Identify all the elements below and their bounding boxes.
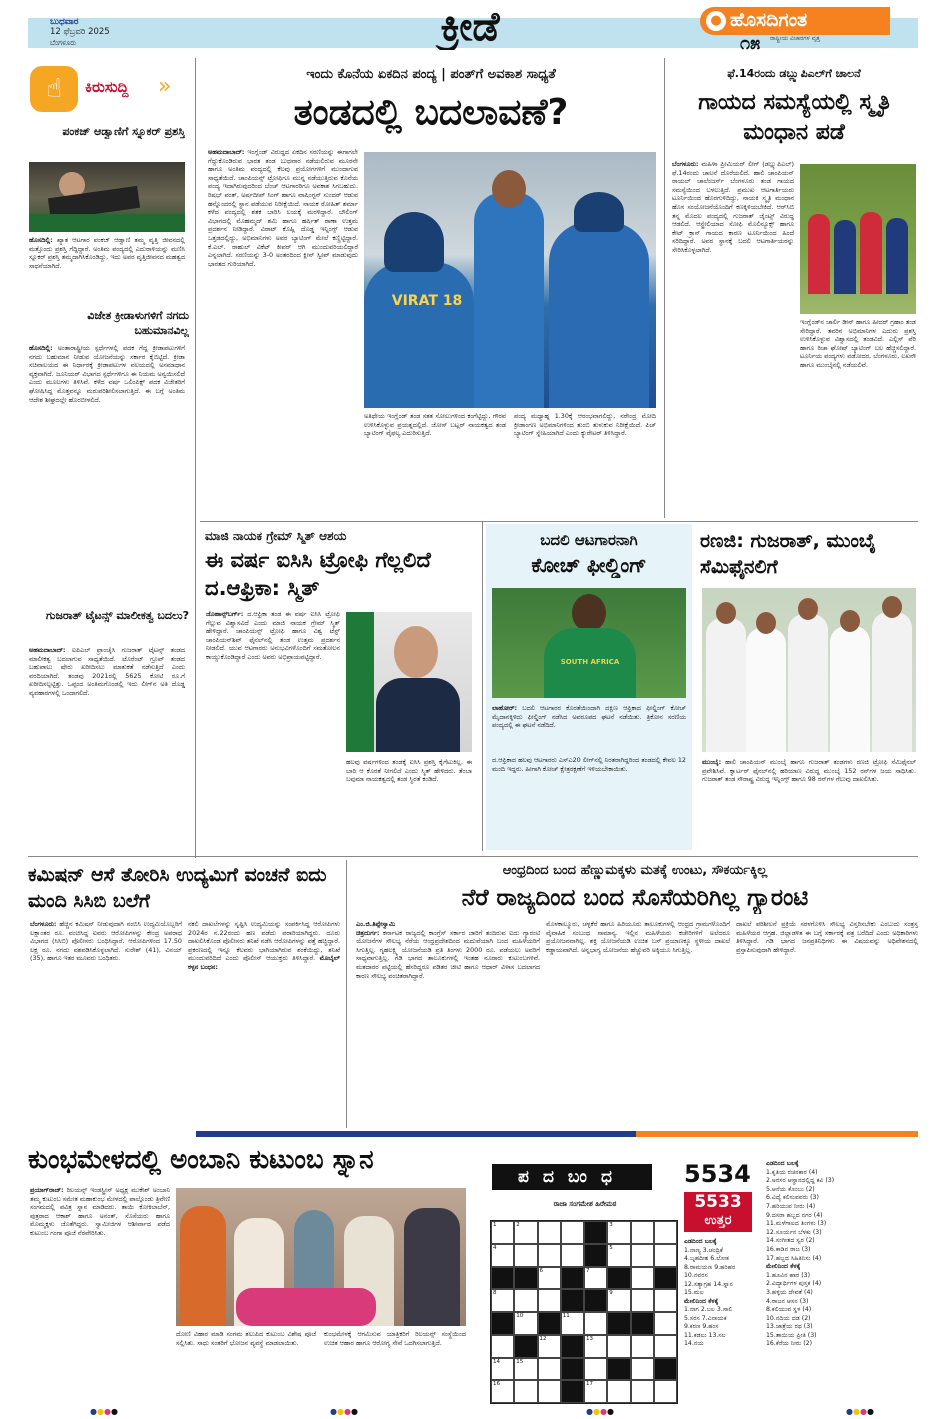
crossword-cell-number: 16 [493, 1381, 500, 1388]
crossword-cell-number: 15 [516, 1358, 524, 1365]
crossword-cell[interactable] [514, 1312, 537, 1335]
fielding-coach-photo [492, 588, 686, 698]
kumbh-headline: ಕುಂಭಮೇಳದಲ್ಲಿ ಅಂಬಾನಿ ಕುಟುಂಬ ಸ್ನಾನ [28, 1145, 374, 1175]
logo-text: ಹೊಸದಿಗಂತ [730, 9, 808, 31]
lead-body-col2: ಅತಿಥೇಯ ಇಂಗ್ಲೆಂಡ್ ತಂಡ ಸತತ ಸೋಲುಗಳಿಂದ ಕಂಗೆಟ್ಟಿದ್ದು, ಗೌರವ ಉಳಿಸಿಕೊಳ್ಳುವ ಪ್ರಯತ್ನದಲ್ಲಿದೆ. ಜೋಸ್ ಬಟ್ಲರ್ ನಾಯಕತ್ವದ ತಂಡ ಬ್ಯಾಟಿಂಗ್ ವೈಫಲ್ಯ ಎದುರಿಸುತ್ತಿದೆ. [364, 412, 506, 438]
crossword-line: 1.ಕೃತಿಯ ರಚನಕಾರ (4) [766, 1168, 818, 1176]
down-clues [766, 1272, 918, 1349]
crossword-line: 4.ಬೃಹದೀಶ 6.ಲೋಕ [684, 1255, 729, 1262]
crossword-line: 2.ವಿದ್ಯಾರ್ಥಿಗಳ ಪುಸ್ತಕ (4) [766, 1280, 822, 1288]
crossword-block [654, 1358, 677, 1381]
crossword-block [514, 1335, 537, 1358]
fielding-body-col2: ದ.ಆಫ್ರಿಕಾದ ಹಲವು ಆಟಗಾರರು ಎಸ್‌ಎ20 ಲೀಗ್‌ನಲ್ಲಿ ನಿರತರಾಗಿದ್ದರಿಂದ ತಂಡದಲ್ಲಿ ಕೇವಲ 12 ಮಂದಿ ಇದ್ದರು. ಹೀಗಾಗಿ ಕೋಚ್ ಕ್ಷೇತ್ರರಕ್ಷಣೆಗೆ ಇಳಿಯಬೇಕಾಯಿತು. [492, 756, 686, 773]
crossword-line: 6.ವಿದ್ಯೆ ಕಲಿಸುವವರು (3) [766, 1194, 819, 1202]
crossword-line: 15.ತಾಯಿಯ ಪ್ರೀತಿ (3) [766, 1331, 817, 1339]
crossword-line: 8.ಕಲಿಯುವ ಸ್ಥಳ (4) [766, 1306, 812, 1314]
crossword-cell[interactable] [631, 1380, 654, 1403]
registration-marks: ●●●● [90, 1408, 118, 1416]
color-strip [196, 1131, 636, 1137]
crossword-line: 5.ಸರಸ 7.ವಿನಾಯಕ [684, 1314, 727, 1322]
crossword-cell-number: 13 [586, 1335, 593, 1342]
crossword-line: 3.ಹಳ್ಳಿಯ ದೇವತೆ (4) [766, 1288, 813, 1296]
crossword-cell[interactable] [514, 1244, 537, 1267]
column-rule [482, 521, 483, 851]
crossword-title-text: ಪದಬಂಧ [518, 1167, 626, 1187]
crossword-cell[interactable] [538, 1221, 561, 1244]
brief1-body: ಹೊಸದಿಲ್ಲಿ: ಖ್ಯಾತ ಆಟಗಾರ ಪಂಕಜ್ ಆಡ್ವಾಣಿ ತಮ್ಮ ವೃತ್ತಿ ಜೀವನದಲ್ಲಿ ಮತ್ತೊಂದು ಪ್ರಶಸ್ತಿ ಗೆದ್ದಿದ್ದಾರೆ. ಅಂತಿಮ ಪಂದ್ಯದಲ್ಲಿ ಎದುರಾಳಿಯನ್ನು ಮಣಿಸಿ ಸ್ನೂಕರ್ ಪ್ರಶಸ್ತಿ ತಮ್ಮದಾಗಿಸಿಕೊಂಡಿದ್ದು, ಇದು ಅವರ ವೃತ್ತಿಜೀವನದ ಮಹತ್ವದ ಸಾಧನೆಯಾಗಿದೆ. [29, 236, 185, 270]
crossword-line: 10.ನವರಸ [684, 1272, 708, 1279]
crossword-line: 9.ಕರಣ 9.ಹಂಸ [684, 1323, 719, 1330]
crossword-grid [490, 1220, 678, 1404]
date-block [50, 17, 170, 57]
crossword-cell[interactable] [491, 1221, 514, 1244]
crossword-line: 5.ಆನೆಯ ಕೊಂಬು (2) [766, 1185, 815, 1193]
crossword-cell-number: 4 [493, 1244, 497, 1251]
crossword-line: 15.ಮಲ [684, 1289, 704, 1296]
weekday: ಬುಧವಾರ [50, 17, 79, 27]
ranji-headline: ರಣಜಿ: ಗುಜರಾತ್, ಮುಂಬೈ ಸೆಮಿಫೈನಲಿಗೆ [700, 530, 876, 578]
smith-body-col2: ಹಲವು ವರ್ಷಗಳಿಂದ ತಂಡಕ್ಕೆ ಐಸಿಸಿ ಪ್ರಶಸ್ತಿ ಕೈಗೆಟುಕಿಲ್ಲ. ಈ ಬಾರಿ ಆ ಕೊರತೆ ನೀಗಲಿದೆ ಎಂದು ಸ್ಮಿತ್ ಹೇಳಿದರು. ತೆಂಬಾ ಬವುಮಾ ನಾಯಕತ್ವದಲ್ಲಿ ತಂಡ ಸ್ಥಿರತೆ ಕಂಡಿದೆ. [346, 758, 472, 784]
crossword-line: 4.ರಾಜನ ಆಸನ (3) [766, 1297, 809, 1305]
crossword-line: 14.ನಯ [684, 1340, 704, 1347]
crossword-cell[interactable] [607, 1221, 630, 1244]
crossword-block [607, 1312, 630, 1335]
lead-body-col1: ಅಹಮದಾಬಾದ್: ಇಂಗ್ಲೆಂಡ್ ವಿರುದ್ಧದ ಏಕದಿನ ಸರಣಿಯನ್ನು ಈಗಾಗಲೇ ಗೆದ್ದುಕೊಂಡಿರುವ ಭಾರತ ತಂಡ ಬುಧವಾರ ನಡೆಯಲಿರುವ ಮೂರನೇ ಹಾಗೂ ಅಂತಿಮ ಪಂದ್ಯದಲ್ಲಿ ಕೆಲವು ಪ್ರಯೋಗಗಳಿಗೆ ಮುಂದಾಗುವ ಸಾಧ್ಯತೆಯಿದೆ. ಚಾಂಪಿಯನ್ಸ್ ಟ್ರೋಫಿಗೂ ಮುನ್ನ ನಡೆಯುತ್ತಿರುವ ಕೊನೆಯ ಪಂದ್ಯ ಇದಾಗಿರುವುದರಿಂದ ಬೆಂಚ್ ಆಟಗಾರರಿಗೂ ಅವಕಾಶ ಸಿಗಬಹುದು. ರಿಷಭ್ ಪಂತ್, ಅರ್ಷದೀಪ್ ಸಿಂಗ್ ಹಾಗೂ ವಾಷಿಂಗ್ಟನ್ ಸುಂದರ್ ಆಡುವ ಹನ್ನೊಂದರಲ್ಲಿ ಸ್ಥಾನ ಪಡೆಯುವ ನಿರೀಕ್ಷೆಯಿದೆ. ನಾಯಕ ರೋಹಿತ್ ಶರ್ಮಾ ಕಳೆದ ಪಂದ್ಯದಲ್ಲಿ ಶತಕ ಬಾರಿಸಿ ಲಯಕ್ಕೆ ಮರಳಿದ್ದಾರೆ. ಬೌಲಿಂಗ್ ವಿಭಾಗದಲ್ಲಿ ಮೊಹಮ್ಮದ್ ಶಮಿ ಹಾಗೂ ಹರ್ಷಿತ್ ರಾಣಾ ಉತ್ತಮ ಪ್ರದರ್ಶನ ನೀಡಿದ್ದಾರೆ. ವಿರಾಟ್ ಕೊಹ್ಲಿ ದೊಡ್ಡ ಇನ್ನಿಂಗ್ಸ್ ಆಡುವ ಒತ್ತಡದಲ್ಲಿದ್ದು, ಅಭಿಮಾನಿಗಳು ಅವರ ಬ್ಯಾಟಿಂಗ್ ಮೇಲೆ ಕಣ್ಣಿಟ್ಟಿದ್ದಾರೆ. ಕೆ.ಎಲ್. ರಾಹುಲ್ ವಿಕೆಟ್ ಕೀಪರ್ ಆಗಿ ಮುಂದುವರಿಯಲಿದ್ದಾರೆ ಎನ್ನಲಾಗಿದೆ. ಸರಣಿಯನ್ನು 3-0 ಅಂತರದಿಂದ ಕ್ಲೀನ್ ಸ್ವೀಪ್ ಮಾಡುವುದು ಭಾರತದ ಗುರಿಯಾಗಿದೆ. [208, 148, 358, 268]
crossword-cell[interactable] [538, 1380, 561, 1403]
crossword-cell[interactable] [631, 1335, 654, 1358]
logo-icon: ● [706, 11, 726, 31]
crossword-cell[interactable] [514, 1358, 537, 1381]
column-rule [195, 58, 196, 858]
smith-headline: ಈ ವರ್ಷ ಐಸಿಸಿ ಟ್ರೋಫಿ ಗೆಲ್ಲಲಿದೆ ದ.ಆಫ್ರಿಕಾ: ಸ್ಮಿತ್ [205, 548, 431, 600]
crossword-cell[interactable] [584, 1312, 607, 1335]
section-title: ಕ್ರೀಡೆ [440, 4, 500, 50]
city: ಬೆಂಗಳೂರು [50, 39, 77, 47]
crossword-block [491, 1267, 514, 1290]
kumbh-body-col3: ಕುಂಭಮೇಳಕ್ಕೆ ಆಗಮಿಸುವ ಯಾತ್ರಿಕರಿಗೆ ರಿಲಯನ್ಸ್ ಸಂಸ್ಥೆಯಿಂದ ಉಚಿತ ಆಹಾರ ಹಾಗೂ ಆರೋಗ್ಯ ಸೇವೆ ಒದಗಿಸಲಾಗುತ್ತಿದೆ. [324, 1330, 466, 1347]
kirusuddi-label: ಕಿರುಸುದ್ದಿ [85, 78, 129, 96]
snooker-photo [29, 162, 185, 232]
crossword-block [561, 1289, 584, 1312]
row-divider [28, 856, 918, 857]
crossword-cell-number: 6 [539, 1267, 543, 1274]
mandhana-body-col2: ಇಂಗ್ಲೆಂಡ್‌ನ ಚಾರ್ಲಿ ಡೀನ್ ಹಾಗೂ ಹೀದರ್ ಗ್ರಹಾಂ ತಂಡ ಸೇರಿದ್ದಾರೆ. ತವರಿನ ಅಭಿಮಾನಿಗಳ ಎದುರು ಪ್ರಶಸ್ತಿ ಉಳಿಸಿಕೊಳ್ಳುವ ವಿಶ್ವಾಸದಲ್ಲಿ ತಂಡವಿದೆ. ಎಲ್ಲಿಸ್ ಪೆರಿ ಹಾಗೂ ರಿಚಾ ಘೋಷ್ ಬ್ಯಾಟಿಂಗ್ ಬಲ ಹೆಚ್ಚಿಸಲಿದ್ದಾರೆ. ಟೂರ್ನಿಯ ಪಂದ್ಯಗಳು ವಡೋದರ, ಬೆಂಗಳೂರು, ಲಖನೌ ಹಾಗೂ ಮುಂಬೈನಲ್ಲಿ ನಡೆಯಲಿವೆ. [800, 318, 916, 369]
date: 12 ಫೆಬ್ರವರಿ 2025 [50, 27, 110, 37]
india-team-photo [364, 152, 656, 408]
hand-icon: ☝ [30, 66, 78, 112]
fielding-kicker: ಬದಲಿ ಆಟಗಾರನಾಗಿ [540, 531, 638, 549]
crossword-cell[interactable] [631, 1289, 654, 1312]
lead-body-col3: ಪಂದ್ಯ ಮಧ್ಯಾಹ್ನ 1.30ಕ್ಕೆ ಆರಂಭವಾಗಲಿದ್ದು, ನರೇಂದ್ರ ಮೋದಿ ಕ್ರೀಡಾಂಗಣ ಅಭಿಮಾನಿಗಳಿಂದ ತುಂಬಿ ತುಳುಕುವ ನಿರೀಕ್ಷೆಯಿದೆ. ಪಿಚ್ ಬ್ಯಾಟಿಂಗ್ ಸ್ನೇಹಿಯಾಗಿದೆ ಎಂದು ಕ್ಯುರೇಟರ್ ತಿಳಿಸಿದ್ದಾರೆ. [514, 412, 656, 438]
crossword-line: 7.ಹರಿಯುವ ನೀರು (4) [766, 1202, 816, 1210]
crossword-title [492, 1164, 652, 1194]
crossword-cell[interactable] [584, 1267, 607, 1290]
crossword-cell[interactable] [654, 1380, 677, 1403]
color-strip [636, 1131, 918, 1137]
crossword-cell[interactable] [538, 1244, 561, 1267]
crossword-cell[interactable] [491, 1335, 514, 1358]
crossword-cell[interactable] [491, 1289, 514, 1312]
crossword-cell[interactable] [631, 1267, 654, 1290]
lead-kicker: ಇಂದು ಕೊನೆಯ ಏಕದಿನ ಪಂದ್ಯ | ಪಂತ್‌ಗೆ ಅವಕಾಶ ಸಾಧ್ಯತೆ [306, 67, 556, 82]
brief3-title: ಗುಜರಾತ್ ಟೈಟನ್ಸ್ ಮಾಲೀಕತ್ವ ಬದಲು? [46, 609, 189, 622]
fraud-body-col1: ಬೆಂಗಳೂರು: ಹೆಚ್ಚಿನ ಕಮಿಷನ್ ನೀಡುವುದಾಗಿ ನಂಬಿಸಿ ಉದ್ಯಮಿಯೊಬ್ಬರಿಗೆ ಲಕ್ಷಾಂತರ ರೂ. ವಂಚಿಸಿದ್ದ ಐವರು ಆರೋಪಿಗಳನ್ನು ಕೇಂದ್ರ ಅಪರಾಧ ವಿಭಾಗದ (ಸಿಸಿಬಿ) ಪೊಲೀಸರು ಬಂಧಿಸಿದ್ದಾರೆ. ಆರೋಪಿಗಳಿಂದ 17.50 ಲಕ್ಷ ರೂ. ನಗದು ವಶಪಡಿಸಿಕೊಳ್ಳಲಾಗಿದೆ. ಸುರೇಶ್ (41), ವಿನಯ್ (35), ಹಾಗೂ ಇತರ ಮೂವರು ಬಂಧಿತರು. [30, 920, 182, 963]
crossword-line: 12.ಸತ್ಯಾಗ್ರಹ 14.ಸ್ನಾನ [684, 1280, 733, 1288]
crossword-block [561, 1267, 584, 1290]
crossword-cell[interactable] [607, 1244, 630, 1267]
crossword-cell-number: 9 [609, 1290, 613, 1297]
registration-marks: ●●●● [586, 1408, 614, 1416]
crossword-block [654, 1267, 677, 1290]
mumbai-team-photo [702, 588, 916, 752]
smith-body-col1: ಜೊಹಾನ್ಸ್‌ಬರ್ಗ್: ದ.ಆಫ್ರಿಕಾ ತಂಡ ಈ ವರ್ಷ ಐಸಿಸಿ ಟ್ರೋಫಿ ಗೆಲ್ಲುವ ವಿಶ್ವಾಸವಿದೆ ಎಂದು ಮಾಜಿ ನಾಯಕ ಗ್ರೇಮ್ ಸ್ಮಿತ್ ಹೇಳಿದ್ದಾರೆ. ಚಾಂಪಿಯನ್ಸ್ ಟ್ರೋಫಿ ಹಾಗೂ ವಿಶ್ವ ಟೆಸ್ಟ್ ಚಾಂಪಿಯನ್‌ಶಿಪ್ ಫೈನಲ್‌ನಲ್ಲಿ ತಂಡ ಉತ್ತಮ ಪ್ರದರ್ಶನ ನೀಡಲಿದೆ. ಯುವ ಆಟಗಾರರು ಅನುಭವಿಗಳೊಂದಿಗೆ ಸಮತೋಲನ ಕಾಯ್ದುಕೊಂಡಿದ್ದಾರೆ ಎಂದು ಅವರು ಅಭಿಪ್ರಾಯಪಟ್ಟಿದ್ದಾರೆ. [206, 610, 340, 661]
crossword-cell[interactable] [514, 1289, 537, 1312]
crossword-cell-number: 17 [586, 1381, 593, 1388]
crossword-cell[interactable] [654, 1244, 677, 1267]
crossword-line: 9.ದಸರಾ ಹಬ್ಬದ ನಗರ (4) [766, 1211, 823, 1219]
column-rule [346, 860, 347, 1128]
crossword-cell[interactable] [654, 1289, 677, 1312]
row-divider [200, 521, 918, 522]
crossword-cell[interactable] [584, 1358, 607, 1381]
crossword-cell[interactable] [654, 1312, 677, 1335]
crossword-line: 11.ಮಳೆಗಾಲದ ತಿಂಗಳು (3) [766, 1220, 827, 1228]
crossword-line: 12.ಸೂರ್ಯನ ಬೆಳಕು (3) [766, 1228, 822, 1236]
mandhana-headline: ಗಾಯದ ಸಮಸ್ಯೆಯಲ್ಲಿ ಸ್ಮೃತಿ ಮಂಧಾನ ಪಡೆ [698, 90, 890, 145]
crossword-cell[interactable] [538, 1335, 561, 1358]
fielding-body-col1: ಲಾಹೋರ್: ಬದಲಿ ಆಟಗಾರರ ಕೊರತೆಯಿಂದಾಗಿ ದಕ್ಷಿಣ ಆಫ್ರಿಕಾದ ಫೀಲ್ಡಿಂಗ್ ಕೋಚ್ ಮೈದಾನಕ್ಕಿಳಿದು ಫೀಲ್ಡಿಂಗ್ ನಡೆಸಿದ ಅಪರೂಪದ ಘಟನೆ ನಡೆಯಿತು. ತ್ರಿಕೋನ ಸರಣಿಯ ಪಂದ್ಯದಲ್ಲಿ ಈ ಘಟನೆ ನಡೆದಿದೆ. [492, 704, 686, 730]
clues-list: ಎಡದಿಂದ ಬಲಕ್ಕೆ 1.ಕೃತಿಯ ರಚನಕಾರ (4) 2.ಅರಸರ ಆಸ್ಥಾನದಲ್ಲಿದ್ದ ಕವಿ (3) 5.ಆನೆಯ ಕೊಂಬು (2) 6.ವಿದ್ಯೆ ಕಲಿಸುವವರು (3) 7.ಹರಿಯುವ ನೀರು (4) 9.ದಸರಾ ಹಬ್ಬದ ನಗರ (4) 11.ಮಳೆಗಾಲದ ತಿಂಗಳು (3) 12.ಸೂರ್ಯನ ಬೆಳಕು (3) 14.ಸಂಗೀತದ ಸ್ವರ (2) 16.ಕಾಡಿನ ರಾಜ (3) 17.ಹಬ್ಬದ ಸಿಹಿತಿನಿಸು (4) ಮೇಲಿನಿಂದ ಕೆಳಕ್ಕೆ 1.ಹೂವಿನ ಹಾರ (3) 2.ವಿದ್ಯಾರ್ಥಿಗಳ ಪುಸ್ತಕ (4) 3.ಹಳ್ಳಿಯ ದೇವತೆ (4) 4.ರಾಜನ ಆಸನ (3) 8.ಕಲಿಯುವ ಸ್ಥಳ (4) 10.ನದಿಯ ದಡ (2) 13.ಜಾತ್ರೆಯ ರಥ (3) 15.ತಾಯಿಯ ಪ್ರೀತಿ (3) 16.ಕೆರೆಯ ನೀರು (2) [766, 1160, 918, 1408]
chevron-icon: » [158, 74, 172, 99]
crossword-cell[interactable] [584, 1335, 607, 1358]
crossword-cell-number: 2 [516, 1222, 520, 1228]
crossword-cell[interactable] [607, 1380, 630, 1403]
crossword-cell[interactable] [538, 1358, 561, 1381]
crossword-line: 1.ಹೂವಿನ ಹಾರ (3) [766, 1271, 811, 1279]
kumbh-body-col2: ದೋಣಿ ವಿಹಾರ ಮಾಡಿ ಸಂಗಮ ತಲುಪಿದ ಕುಟುಂಬ ವಿಶೇಷ ಪೂಜೆ ಸಲ್ಲಿಸಿತು. ಸಾಧು ಸಂತರಿಗೆ ಭೋಜನ ವ್ಯವಸ್ಥೆ ಮಾಡಲಾಯಿತು. [176, 1330, 316, 1347]
crossword-number: 5534 [684, 1160, 751, 1188]
kumbh-body-col1: ಪ್ರಯಾಗ್‌ರಾಜ್: ರಿಲಯನ್ಸ್ ಇಂಡಸ್ಟ್ರೀಸ್ ಅಧ್ಯಕ್ಷ ಮುಕೇಶ್ ಅಂಬಾನಿ ತಮ್ಮ ಕುಟುಂಬ ಸಮೇತ ಮಹಾಕುಂಭ ಮೇಳದಲ್ಲಿ ಪಾಲ್ಗೊಂಡು ತ್ರಿವೇಣಿ ಸಂಗಮದಲ್ಲಿ ಪವಿತ್ರ ಸ್ನಾನ ಮಾಡಿದರು. ತಾಯಿ ಕೋಕಿಲಾಬೆನ್, ಪುತ್ರರಾದ ಆಕಾಶ್ ಹಾಗೂ ಅನಂತ್, ಸೊಸೆಯರು ಹಾಗೂ ಮೊಮ್ಮಕ್ಕಳು ಜೊತೆಗಿದ್ದರು. ಸ್ವಾಮೀಜಿಗಳ ಆಶೀರ್ವಾದ ಪಡೆದ ಕುಟುಂಬ ಗಂಗಾ ಪೂಜೆ ನೆರವೇರಿಸಿತು. [30, 1186, 170, 1237]
crossword-line: 1.ನಾಣ್ಯ 3.ಚಂದ್ರಿಕೆ [684, 1246, 723, 1254]
crossword-line: 13.ಜಾತ್ರೆಯ ರಥ (3) [766, 1323, 813, 1331]
crossword-cell-number: 1 [493, 1222, 497, 1228]
prev-label: ಉತ್ತರ [704, 1213, 732, 1228]
crossword-cell[interactable] [584, 1380, 607, 1403]
crossword-cell[interactable] [491, 1380, 514, 1403]
crossword-cell-number: 5 [609, 1244, 613, 1251]
crossword-block [584, 1289, 607, 1312]
crossword-cell[interactable] [561, 1312, 584, 1335]
crossword-cell[interactable] [514, 1380, 537, 1403]
crossword-cell-number: 8 [493, 1290, 497, 1297]
crossword-block [584, 1221, 607, 1244]
rcb-players-photo [800, 164, 916, 314]
down-answers [684, 1306, 760, 1349]
crossword-cell[interactable] [631, 1358, 654, 1381]
crossword-cell[interactable] [654, 1335, 677, 1358]
crossword-line: 10.ನದಿಯ ದಡ (2) [766, 1314, 811, 1322]
crossword-line: 16.ಕಾಡಿನ ರಾಜ (3) [766, 1245, 811, 1253]
crossword-cell[interactable] [631, 1221, 654, 1244]
mandhana-body-col1: ಬೆಂಗಳೂರು: ಮಹಿಳಾ ಪ್ರೀಮಿಯರ್ ಲೀಗ್ (ಡಬ್ಲ್ಯುಪಿಎಲ್) ಫೆ.14ರಂದು ಚಾಲನೆ ದೊರೆಯಲಿದೆ. ಹಾಲಿ ಚಾಂಪಿಯನ್ ರಾಯಲ್ ಚಾಲೆಂಜರ್ಸ್ ಬೆಂಗಳೂರು ತಂಡ ಗಾಯದ ಸಮಸ್ಯೆಯಿಂದ ಬಳಲುತ್ತಿದೆ. ಪ್ರಮುಖ ಆಟಗಾರ್ತಿಯರು ಟೂರ್ನಿಯಿಂದ ಹೊರಗುಳಿದಿದ್ದು, ನಾಯಕಿ ಸ್ಮೃತಿ ಮಂಧಾನ ಹೊಸ ಸಂಯೋಜನೆಯೊಂದಿಗೆ ಕಣಕ್ಕಿಳಿಯಬೇಕಿದೆ. ಆರ್‌ಸಿಬಿ ತನ್ನ ಮೊದಲ ಪಂದ್ಯದಲ್ಲಿ ಗುಜರಾತ್ ಜೈಂಟ್ಸ್ ವಿರುದ್ಧ ಆಡಲಿದೆ. ಆಸ್ಟ್ರೇಲಿಯಾದ ಸೋಫಿ ಮೊಲಿನ್ಯೂಕ್ಸ್ ಹಾಗೂ ಕೇಟ್ ಕ್ರಾಸ್ ಗಾಯದ ಕಾರಣ ಟೂರ್ನಿಯಿಂದ ಹಿಂದೆ ಸರಿದಿದ್ದಾರೆ. ಅವರ ಸ್ಥಾನಕ್ಕೆ ಬದಲಿ ಆಟಗಾರ್ತಿಯರನ್ನು ಸೇರಿಸಿಕೊಳ್ಳಲಾಗಿದೆ. [672, 160, 794, 254]
guarantee-headline: ನೆರೆ ರಾಜ್ಯದಿಂದ ಬಂದ ಸೊಸೆಯರಿಗಿಲ್ಲ ಗ್ಯಾರಂಟಿ [461, 885, 809, 911]
crossword-cell[interactable] [538, 1267, 561, 1290]
crossword-cell-number: 10 [516, 1313, 524, 1319]
fraud-body-col2: ನಕಲಿ ದಾಖಲೆಗಳನ್ನು ಸೃಷ್ಟಿಸಿ ಉದ್ಯಮಿಯನ್ನು ಸಂಪರ್ಕಿಸಿದ್ದ ಆರೋಪಿಗಳು 2024ರ ನ.22ರಂದು ಹಣ ಪಡೆದು ಪರಾರಿಯಾಗಿದ್ದರು. ದೂರು ದಾಖಲಿಸಿಕೊಂಡ ಪೊಲೀಸರು ತನಿಖೆ ನಡೆಸಿ ಆರೋಪಿಗಳನ್ನು ಪತ್ತೆ ಹಚ್ಚಿದ್ದಾರೆ. ಪ್ರಕರಣದಲ್ಲಿ ಇನ್ನೂ ಕೆಲವರು ಭಾಗಿಯಾಗಿರುವ ಶಂಕೆಯಿದ್ದು, ತನಿಖೆ ಮುಂದುವರಿದಿದೆ ಎಂದು ಪೊಲೀಸ್ ಆಯುಕ್ತರು ತಿಳಿಸಿದ್ದಾರೆ. ಮೊಬೈಲ್ ಕಳ್ಳನ ಬಂಧನ: [188, 920, 340, 971]
crossword-line: 11.ಕಡಲು 13.ಸಲ [684, 1331, 726, 1339]
crossword-cell-number: 3 [609, 1222, 613, 1228]
guarantee-body-col1: ಎಂ.ಜಿ.ತಿಪ್ಪೇಸ್ವಾಮಿ ಚಿತ್ರದುರ್ಗ: ಕರ್ನಾಟಕ ರಾಜ್ಯದಲ್ಲಿ ಕಾಂಗ್ರೆಸ್ ಸರ್ಕಾರ ಜಾರಿಗೆ ತಂದಿರುವ ಐದು ಗ್ಯಾರಂಟಿ ಯೋಜನೆಗಳ ಸೌಲಭ್ಯ ನೆರೆಯ ಆಂಧ್ರಪ್ರದೇಶದಿಂದ ಮದುವೆಯಾಗಿ ಬಂದ ಮಹಿಳೆಯರಿಗೆ ಸಿಗುತ್ತಿಲ್ಲ. ಗೃಹಲಕ್ಷ್ಮಿ ಯೋಜನೆಯಡಿ ಪ್ರತಿ ತಿಂಗಳು 2000 ರೂ. ಪಡೆಯಲು ಅವರಿಗೆ ಸಾಧ್ಯವಾಗುತ್ತಿಲ್ಲ. ಗಡಿ ಭಾಗದ ತಾಲೂಕುಗಳಲ್ಲಿ ಇಂತಹ ನೂರಾರು ಕುಟುಂಬಗಳಿವೆ. ಮತದಾರರ ಪಟ್ಟಿಯಲ್ಲಿ ಹೆಸರಿದ್ದರೂ ಪಡಿತರ ಚೀಟಿ ಹಾಗೂ ಆಧಾರ್ ವಿಳಾಸ ಬದಲಾಗದ ಕಾರಣ ಸೌಲಭ್ಯ ವಂಚಿತರಾಗಿದ್ದಾರೆ. [356, 920, 540, 980]
crossword-cell-number: 11 [562, 1313, 570, 1319]
across-clues [766, 1169, 918, 1264]
page-number: ೧೫ [740, 33, 761, 53]
answers-list: ಎಡದಿಂದ ಬಲಕ್ಕೆ 1.ನಾಣ್ಯ 3.ಚಂದ್ರಿಕೆ 4.ಬೃಹದೀಶ 6.ಲೋಕ 8.ರಾಮಯಣ 9.ಹರಿಹರ 10.ನವರಸ 12.ಸತ್ಯಾಗ್ರಹ 14.ಸ್ನಾನ 15.ಮಲ ಮೇಲಿನಿಂದ ಕೆಳಕ್ಕೆ 1.ನಾಗ 2.ಬಲ 3.ಸಾಲಿ 5.ಸರಸ 7.ವಿನಾಯಕ 9.ಕರಣ 9.ಹಂಸ 11.ಕಡಲು 13.ಸಲ 14.ನಯ [684, 1238, 760, 1408]
crossword-block [607, 1358, 630, 1381]
brief2-title: ವಿಜೇತ ಕ್ರೀಡಾಳುಗಳಿಗೆ ನಗದು ಬಹುಮಾನವಿಲ್ಲ [87, 309, 189, 337]
crossword-cell[interactable] [561, 1221, 584, 1244]
crossword-block [584, 1244, 607, 1267]
crossword-cell[interactable] [654, 1221, 677, 1244]
brief3-body: ಅಹಮದಾಬಾದ್: ಐಪಿಎಲ್ ಫ್ರಾಂಚೈಸಿ ಗುಜರಾತ್ ಟೈಟನ್ಸ್ ತಂಡದ ಮಾಲೀಕತ್ವ ಬದಲಾಗುವ ಸಾಧ್ಯತೆಯಿದೆ. ಟೊರೆಂಟ್ ಗ್ರೂಪ್ ತಂಡದ ಬಹುಪಾಲು ಷೇರು ಖರೀದಿಸಲು ಮಾತುಕತೆ ನಡೆಸುತ್ತಿದೆ ಎಂದು ವರದಿಯಾಗಿದೆ. ತಂಡವು 2021ರಲ್ಲಿ 5625 ಕೋಟಿ ರೂ.ಗೆ ಖರೀದಿಸಲ್ಪಟ್ಟಿತ್ತು. ಒಪ್ಪಂದ ಅಂತಿಮಗೊಂಡಲ್ಲಿ ಇದು ಲೀಗ್‌ನ ಅತಿ ದೊಡ್ಡ ವ್ಯವಹಾರಗಳಲ್ಲಿ ಒಂದಾಗಲಿದೆ. [29, 646, 185, 697]
crossword-cell[interactable] [607, 1289, 630, 1312]
brief2-body: ಹೊಸದಿಲ್ಲಿ: ಅಂತಾರಾಷ್ಟ್ರೀಯ ಸ್ಪರ್ಧೆಗಳಲ್ಲಿ ಪದಕ ಗೆದ್ದ ಕ್ರೀಡಾಪಟುಗಳಿಗೆ ನಗದು ಬಹುಮಾನ ನೀಡುವ ಯೋಜನೆಯನ್ನು ಸರ್ಕಾರ ಕೈಬಿಟ್ಟಿದೆ. ಕ್ರೀಡಾ ಸಚಿವಾಲಯದ ಈ ನಿರ್ಧಾರಕ್ಕೆ ಕ್ರೀಡಾಪಟುಗಳ ವಲಯದಲ್ಲಿ ಅಸಮಾಧಾನ ವ್ಯಕ್ತವಾಗಿದೆ. ಜೂನಿಯರ್ ವಿಭಾಗದ ಸ್ಪರ್ಧೆಗಳಿಗೂ ಈ ನಿಯಮ ಅನ್ವಯಿಸಲಿದೆ ಎಂದು ಮೂಲಗಳು ತಿಳಿಸಿವೆ. ಕಳೆದ ವರ್ಷ ಒಲಿಂಪಿಕ್ಸ್ ಪದಕ ವಿಜೇತರಿಗೆ ಘೋಷಿಸಿದ್ದ ಮೊತ್ತವನ್ನೂ ಮರುಪರಿಶೀಲಿಸಲಾಗುತ್ತಿದೆ. ಈ ಬಗ್ಗೆ ಅಂತಿಮ ಆದೇಶ ಶೀಘ್ರದಲ್ಲೇ ಹೊರಬೀಳಲಿದೆ. [29, 344, 185, 404]
mandhana-kicker: ಫೆ.14ರಂದು ಡಬ್ಲ್ಯುಪಿಎಲ್‌ಗೆ ಚಾಲನೆ [727, 67, 861, 80]
crossword-block [561, 1380, 584, 1403]
jersey-text: VIRAT 18 [391, 293, 463, 309]
crossword-cell[interactable] [491, 1358, 514, 1381]
crossword-cell[interactable] [631, 1244, 654, 1267]
smith-kicker: ಮಾಜಿ ನಾಯಕ ಗ್ರೇಮ್ ಸ್ಮಿತ್ ಆಶಯ [205, 529, 347, 543]
fielding-headline: ಕೋಚ್ ಫೀಲ್ಡಿಂಗ್ [531, 553, 647, 577]
fraud-headline: ಕಮಿಷನ್ ಆಸೆ ತೋರಿಸಿ ಉದ್ಯಮಿಗೆ ವಂಚನೆ ಐದು ಮಂದಿ ಸಿಸಿಬಿ ಬಲೆಗೆ [28, 864, 327, 912]
crossword-cell[interactable] [607, 1335, 630, 1358]
ranji-body: ಮುಂಬೈ: ಹಾಲಿ ಚಾಂಪಿಯನ್ ಮುಂಬೈ ಹಾಗೂ ಗುಜರಾತ್ ತಂಡಗಳು ರಣಜಿ ಟ್ರೋಫಿ ಸೆಮಿಫೈನಲ್ ಪ್ರವೇಶಿಸಿವೆ. ಕ್ವಾರ್ಟರ್ ಫೈನಲ್‌ನಲ್ಲಿ ಹರಿಯಾಣ ವಿರುದ್ಧ ಮುಂಬೈ 152 ರನ್‌ಗಳ ಜಯ ಸಾಧಿಸಿತು. ಗುಜರಾತ್ ತಂಡ ಸೌರಾಷ್ಟ್ರ ವಿರುದ್ಧ ಇನ್ನಿಂಗ್ಸ್ ಹಾಗೂ 98 ರನ್‌ಗಳ ಗೆಲುವು ದಾಖಲಿಸಿತು. [702, 758, 916, 784]
crossword-author: ರಾಜಾ ಸಂಗಮೇಶ ಹಿರೇಮಠ [553, 1200, 617, 1208]
crossword-cell[interactable] [491, 1244, 514, 1267]
kirusuddi-logo [30, 66, 185, 114]
crossword-line: 2.ಅರಸರ ಆಸ್ಥಾನದಲ್ಲಿದ್ದ ಕವಿ (3) [766, 1177, 835, 1185]
kumbh-photo [176, 1188, 466, 1326]
crossword-line: 14.ಸಂಗೀತದ ಸ್ವರ (2) [766, 1237, 815, 1245]
crossword-line: 8.ರಾಮಯಣ 9.ಹರಿಹರ [684, 1263, 736, 1271]
smith-photo [346, 612, 472, 752]
crossword-cell[interactable] [561, 1244, 584, 1267]
crossword-cell-number: 7 [586, 1267, 590, 1274]
guarantee-kicker: ಆಂಧ್ರದಿಂದ ಬಂದ ಹೆಣ್ಣುಮಕ್ಕಳು ಮತಕ್ಕೆ ಉಂಟು, ಸೌಕರ್ಯಕ್ಕಿಲ್ಲ [502, 863, 768, 878]
lead-headline: ತಂಡದಲ್ಲಿ ಬದಲಾವಣೆ? [293, 92, 569, 133]
crossword-cell[interactable] [538, 1289, 561, 1312]
guarantee-body-col2: ಮೊಳಕಾಲ್ಮೂರು, ಚಳ್ಳಕೆರೆ ಹಾಗೂ ಹಿರಿಯೂರು ತಾಲೂಕುಗಳಲ್ಲಿ ಆಂಧ್ರದ ಗ್ರಾಮಗಳೊಂದಿಗೆ ವೈವಾಹಿಕ ಸಂಬಂಧ ಸಾಮಾನ್ಯ. ಇಲ್ಲಿನ ಮಹಿಳೆಯರು ಕಚೇರಿಗಳಿಗೆ ಅಲೆದರೂ ಪ್ರಯೋಜನವಾಗಿಲ್ಲ. ಶಕ್ತಿ ಯೋಜನೆಯಡಿ ಉಚಿತ ಬಸ್ ಪ್ರಯಾಣಕ್ಕೂ ಸ್ಥಳೀಯ ದಾಖಲೆ ಕಡ್ಡಾಯವಾಗಿದೆ. ಅನ್ನಭಾಗ್ಯ ಯೋಜನೆಯ ಹೆಚ್ಚುವರಿ ಅಕ್ಕಿಯೂ ಸಿಗುತ್ತಿಲ್ಲ. [546, 920, 730, 954]
guarantee-body-col3: ದಾಖಲೆ ಪರಿಶೀಲನೆ ಪ್ರಕ್ರಿಯೆ ಸರಳಗೊಳಿಸಿ ಸೌಲಭ್ಯ ವಿಸ್ತರಿಸಬೇಕು ಎಂಬುದು ಸಂತ್ರಸ್ತ ಮಹಿಳೆಯರ ಆಗ್ರಹ. ಜಿಲ್ಲಾಡಳಿತ ಈ ಬಗ್ಗೆ ಸರ್ಕಾರಕ್ಕೆ ಪತ್ರ ಬರೆದಿದೆ ಎಂದು ಅಧಿಕಾರಿಗಳು ತಿಳಿಸಿದ್ದಾರೆ. ಗಡಿ ಭಾಗದ ಜನಪ್ರತಿನಿಧಿಗಳು ಈ ವಿಷಯವನ್ನು ಅಧಿವೇಶನದಲ್ಲಿ ಪ್ರಸ್ತಾಪಿಸುವುದಾಗಿ ಹೇಳಿದ್ದಾರೆ. [736, 920, 918, 954]
page-number-box [700, 7, 890, 53]
crossword-block [561, 1358, 584, 1381]
crossword-block [631, 1312, 654, 1335]
crossword-block [491, 1312, 514, 1335]
tagline: ರಾಷ್ಟ್ರೀಯ ವಿಚಾರಗಳ ವೃತ್ತ [770, 35, 820, 42]
crossword-line: 17.ಹಬ್ಬದ ಸಿಹಿತಿನಿಸು (4) [766, 1254, 822, 1262]
column-rule [664, 58, 665, 518]
prev-number: 5533 [694, 1192, 742, 1212]
crossword-line: 1.ನಾಗ 2.ಬಲ 3.ಸಾಲಿ [684, 1306, 733, 1313]
crossword-block [538, 1312, 561, 1335]
crossword-line: 16.ಕೆರೆಯ ನೀರು (2) [766, 1340, 812, 1348]
across-answers [684, 1247, 760, 1298]
registration-marks: ●●●● [330, 1408, 358, 1416]
crossword-cell-number: 14 [493, 1358, 500, 1365]
crossword-block [561, 1335, 584, 1358]
crossword-block [607, 1267, 630, 1290]
registration-marks: ●●●● [846, 1408, 874, 1416]
crossword-cell[interactable] [514, 1221, 537, 1244]
fielding-jersey: SOUTH AFRICA [560, 658, 620, 666]
brief1-title: ಪಂಕಜ್ ಆಡ್ವಾಣಿಗೆ ಸ್ನೂಕರ್ ಪ್ರಶಸ್ತಿ [62, 125, 185, 138]
crossword-cell-number: 12 [539, 1335, 547, 1342]
crossword-block [514, 1267, 537, 1290]
